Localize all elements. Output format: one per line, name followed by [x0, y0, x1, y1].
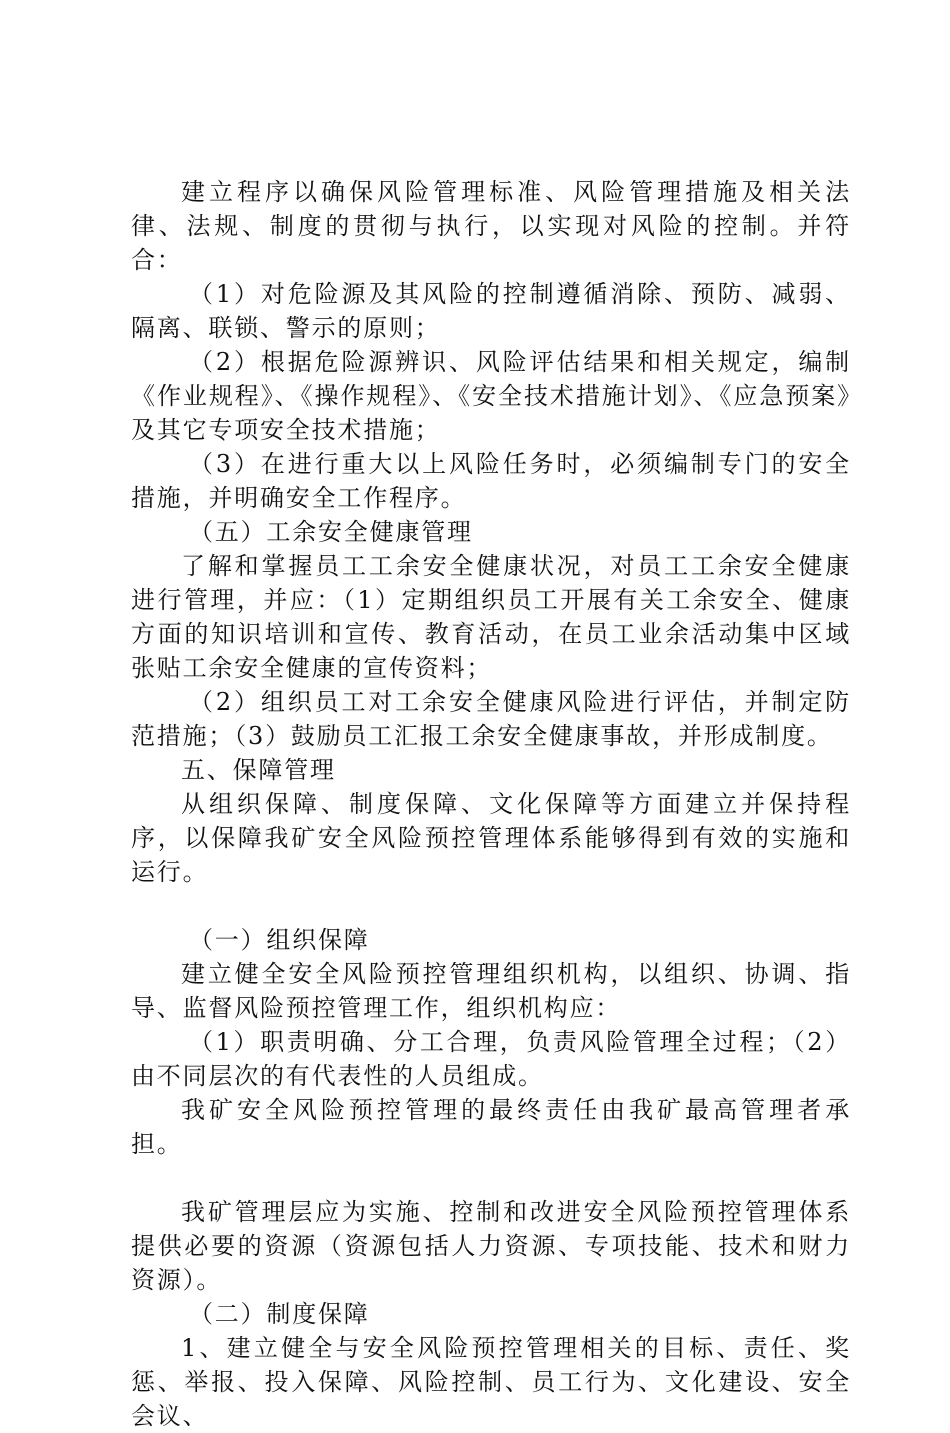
heading-off-work-safety: （五）工余安全健康管理: [189, 518, 473, 546]
heading-guarantee-management: 五、保障管理: [181, 756, 336, 784]
paragraph-item-1-hazard-control: （1）对危险源及其风险的控制遵循消除、预防、减弱、隔离、联锁、警示的原则；: [131, 280, 851, 342]
heading-organization-guarantee: （一）组织保障: [189, 926, 370, 954]
paragraph-system-item-1: 1、建立健全与安全风险预控管理相关的目标、责任、奖惩、举报、投入保障、风险控制、员工行为、文化建设、安全会议、: [131, 1334, 851, 1430]
paragraph-final-responsibility: 我矿安全风险预控管理的最终责任由我矿最高管理者承担。: [131, 1096, 851, 1158]
paragraph-procedure-intro: 建立程序以确保风险管理标准、风险管理措施及相关法律、法规、制度的贯彻与执行，以实现对风险的控制。并符合：: [131, 178, 851, 274]
paragraph-item-3-major-risk: （3）在进行重大以上风险任务时，必须编制专门的安全措施，并明确安全工作程序。: [131, 450, 851, 512]
heading-system-guarantee: （二）制度保障: [189, 1300, 370, 1328]
paragraph-off-work-assessment: （2）组织员工对工余安全健康风险进行评估，并制定防范措施；（3）鼓励员工汇报工余安全健康事故，并形成制度。: [131, 688, 851, 750]
paragraph-organization-structure: 建立健全安全风险预控管理组织机构，以组织、协调、指导、监督风险预控管理工作，组织机构应：: [131, 960, 851, 1022]
paragraph-management-resources: 我矿管理层应为实施、控制和改进安全风险预控管理体系提供必要的资源（资源包括人力资源、专项技能、技术和财力资源）。: [131, 1198, 851, 1294]
paragraph-guarantee-intro: 从组织保障、制度保障、文化保障等方面建立并保持程序，以保障我矿安全风险预控管理体系能够得到有效的实施和运行。: [131, 790, 851, 886]
paragraph-organization-requirements: （1）职责明确、分工合理，负责风险管理全过程；（2）由不同层次的有代表性的人员组成。: [131, 1028, 851, 1090]
document-body: [131, 175, 851, 1433]
paragraph-item-2-regulations: （2）根据危险源辨识、风险评估结果和相关规定，编制《作业规程》、《操作规程》、《安全技术措施计划》、《应急预案》及其它专项安全技术措施；: [131, 348, 851, 444]
paragraph-off-work-safety: 了解和掌握员工工余安全健康状况，对员工工余安全健康进行管理，并应：（1）定期组织员工开展有关工余安全、健康方面的知识培训和宣传、教育活动，在员工业余活动集中区域张贴工余安全健康的宣传资料；: [131, 552, 851, 682]
